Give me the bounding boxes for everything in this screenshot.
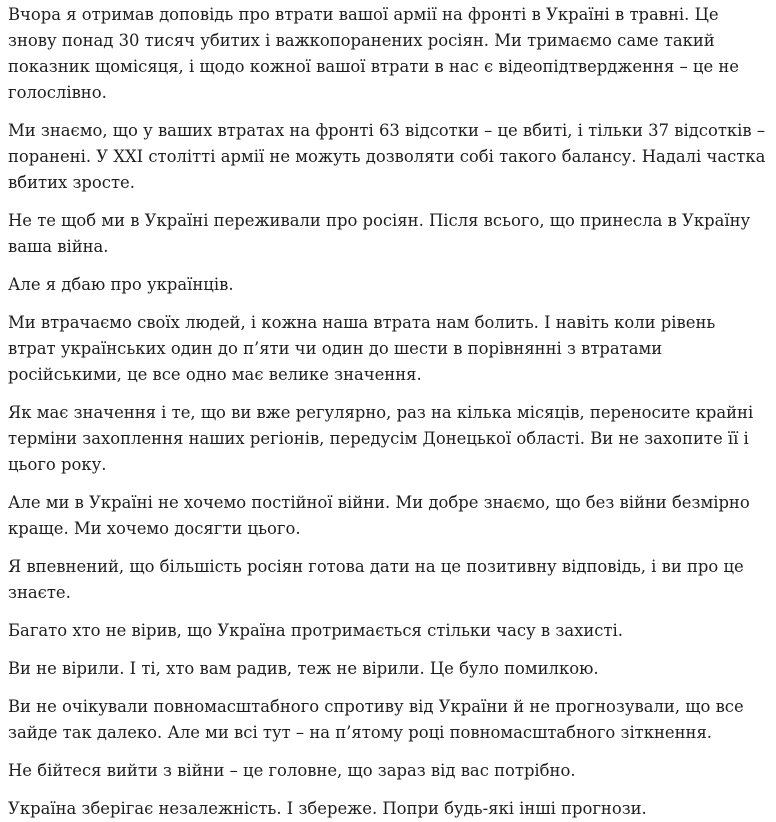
paragraph-10: Ви не вірили. І ті, хто вам радив, теж не вірили. Це було помилкою. bbox=[8, 659, 599, 678]
paragraph-7: Але ми в Україні не хочемо постійної війни. Ми добре знаємо, що без війни безмірно краще. Ми хочемо досягти цього. bbox=[8, 493, 750, 538]
paragraph-5: Ми втрачаємо своїх людей, і кожна наша втрата нам болить. І навіть коли рівень втрат українських один до п’яти чи один до шести в порівнянні з втратами російськими, це все одно має велике значення. bbox=[8, 313, 716, 384]
paragraph-11: Ви не очікували повномасштабного спротиву від України й не прогнозували, що все зайде так далеко. Але ми всі тут – на п’ятому році повномасштабного зіткнення. bbox=[8, 697, 744, 742]
paragraph-6: Як має значення і те, що ви вже регулярно, раз на кілька місяців, переносите крайні терміни захоплення наших регіонів, передусім Донецької області. Ви не захопите її і цього року. bbox=[8, 403, 754, 474]
paragraph-13: Україна зберігає незалежність. І збереже. Попри будь-які інші прогнози. bbox=[8, 799, 647, 818]
paragraph-8: Я впевнений, що більшість росіян готова дати на це позитивну відповідь, і ви про це знаєте. bbox=[8, 557, 744, 602]
paragraph-2: Ми знаємо, що у ваших втратах на фронті 63 відсотки – це вбиті, і тільки 37 відсотків – поранені. У XXI столітті армії не можуть дозволяти собі такого балансу. Надалі частка вбитих зросте. bbox=[8, 121, 766, 192]
paragraph-12: Не бійтеся вийти з війни – це головне, що зараз від вас потрібно. bbox=[8, 761, 576, 780]
paragraph-3: Не те щоб ми в Україні переживали про росіян. Після всього, що принесла в Україну ваша війна. bbox=[8, 211, 751, 256]
paragraph-1: Вчора я отримав доповідь про втрати вашої армії на фронті в Україні в травні. Це знову понад 30 тисяч убитих і важкопоранених росіян. Ми тримаємо саме такий показник щомісяця, і щодо кожної вашої втрати в нас є відеопідтвердження – це не голослівно. bbox=[8, 5, 739, 102]
paragraph-4: Але я дбаю про українців. bbox=[8, 275, 234, 294]
paragraph-9: Багато хто не вірив, що Україна протримається стільки часу в захисті. bbox=[8, 621, 623, 640]
